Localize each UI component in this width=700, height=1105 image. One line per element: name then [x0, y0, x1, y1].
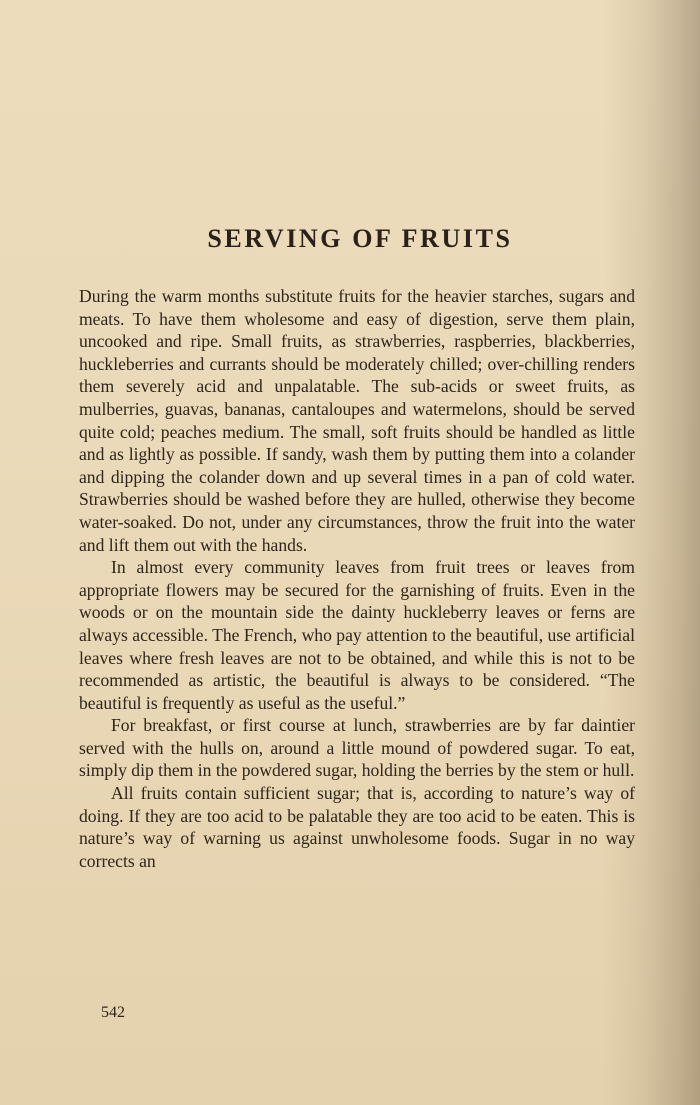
paragraph-4: All fruits contain sufficient sugar; that is, according to nature’s way of doing. If they are too acid to be palatable they are too acid to be eaten. This is nature’s way of warning us against unwholesome foods. Sugar in no way corrects an [79, 783, 635, 871]
chapter-title: SERVING OF FRUITS [207, 224, 513, 253]
paragraph-2: In almost every community leaves from fruit trees or leaves from appropriate flowers may be secured for the garnishing of fruits. Even in the woods or on the mountain side the dainty huckleberry leaves or ferns are always accessible. The French, who pay attention to the beautiful, use artificial leaves where fresh leaves are not to be obtained, and while this is not to be recommended as artistic, the beautiful is always to be considered. “The beautiful is frequently as useful as the useful.” [79, 557, 635, 713]
page-number: 542 [101, 1004, 125, 1021]
paragraph-3: For breakfast, or first course at lunch, strawberries are by far daintier served with the hulls on, around a little mound of powdered sugar. To eat, simply dip them in the powdered sugar, holding the berries by the stem or hull. [79, 715, 635, 781]
paragraph-1: During the warm months substitute fruits for the heavier starches, sugars and meats. To have them wholesome and easy of digestion, serve them plain, uncooked and ripe. Small fruits, as strawberries, raspberries, blackberries, huckleberries and currants should be moderately chilled; over-chilling renders them severely acid and unpalatable. The sub-acids or sweet fruits, as mulberries, guavas, bananas, cantaloupes and watermelons, should be served quite cold; peaches medium. The small, soft fruits should be handled as little and as lightly as possible. If sandy, wash them by putting them into a colander and dipping the colander down and up several times in a pan of cold water. Strawberries should be washed before they are hulled, otherwise they become water-soaked. Do not, under any circumstances, throw the fruit into the water and lift them out with the hands. [79, 286, 635, 555]
bleed-through-text [250, 10, 700, 210]
body-text [79, 285, 635, 872]
